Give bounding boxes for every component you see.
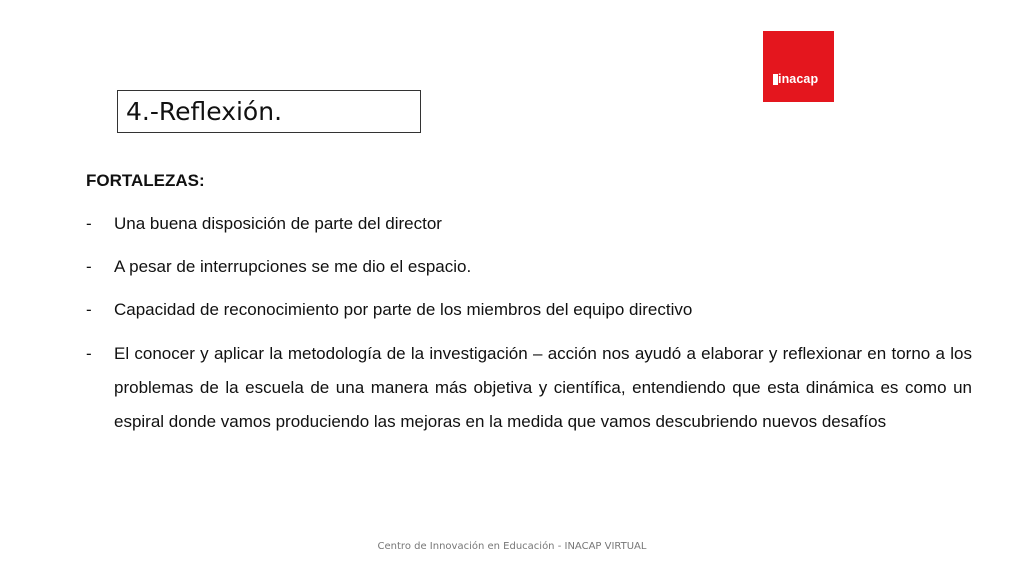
bullet-item <box>86 207 972 241</box>
bullet-text: A pesar de interrupciones se me dio el espacio. <box>114 257 472 276</box>
bullet-item <box>86 250 972 284</box>
bullet-dash: - <box>86 257 92 276</box>
logo-text: inacap <box>778 72 819 86</box>
slide-footer: Centro de Innovación en Educación - INACAP VIRTUAL <box>377 541 647 552</box>
bullet-dash: - <box>86 214 92 233</box>
slide-title: 4.-Reflexión. <box>126 97 283 126</box>
bullet-item <box>86 293 972 327</box>
section-heading: FORTALEZAS: <box>86 171 205 190</box>
inacap-logo <box>763 31 834 102</box>
bullet-text: El conocer y aplicar la metodología de la investigación – acción nos ayudó a elaborar y reflexionar en torno a los problemas de la escuela de una manera más objetiva y científica, entendiendo que esta dinámica es como un espiral donde vamos produciendo las mejoras en la medida que vamos descubriendo nuevos desafíos <box>114 344 972 431</box>
bullet-dash: - <box>86 300 92 319</box>
bullet-text: Capacidad de reconocimiento por parte de los miembros del equipo directivo <box>114 300 693 319</box>
bullet-dash: - <box>86 344 92 363</box>
bullet-text: Una buena disposición de parte del director <box>114 214 442 233</box>
bullet-item <box>86 337 972 439</box>
slide-title-box <box>117 90 421 133</box>
